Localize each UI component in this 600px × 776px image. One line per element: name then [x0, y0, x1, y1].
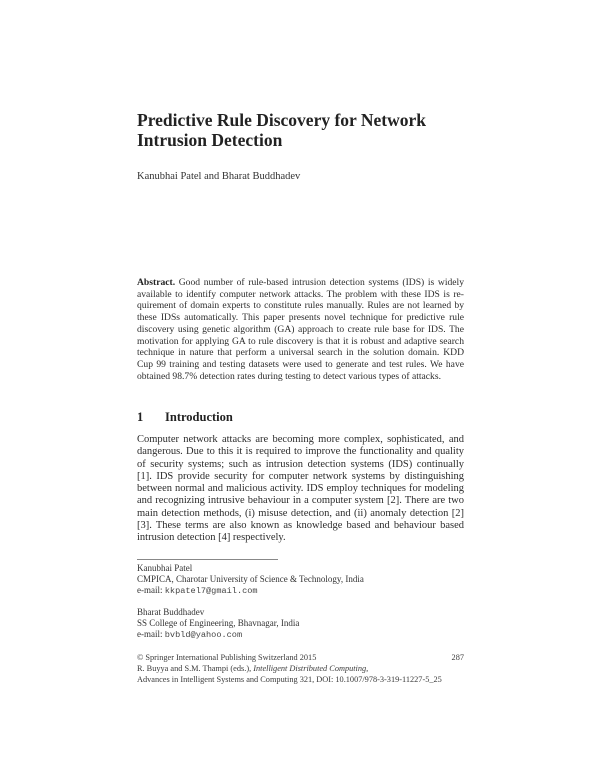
introduction-paragraph: Computer network attacks are becoming more complex, sophisticated, and dangerous. Due to this it is required to improve the functionality and quality of security systems; such as intrusion detection systems (IDS) continually [1]. IDS provide security for computer network systems by distinguishing between normal and malicious activity. IDS employ techniques for modeling and recognizing intrusive behaviour in a computer system [2]. There are two main detection methods, (i) misuse detection, and (ii) anomaly detection [2] [3]. These terms are also known as knowledge based and behaviour based intrusion detection [4] respectively.	[137, 434, 464, 544]
footer-citation-row	[137, 663, 464, 674]
paper-title	[137, 110, 467, 150]
publication-footer	[137, 652, 464, 685]
copyright-notice: © Springer International Publishing Switzerland 2015	[137, 653, 317, 662]
author-list: Kanubhai Patel and Bharat Buddhadev	[137, 171, 301, 182]
book-editors: R. Buyya and S.M. Thampi (eds.),	[137, 664, 252, 673]
abstract-text: Good number of rule-based intrusion detection systems (IDS) is widely available to identify computer network attacks. The problem with these IDS is requirement of domain experts to constitute rules manually. Rules are not learned by these IDSs automatically. This paper presents novel technique for predictive rule discovery using genetic algorithm (GA) approach to create rule base for IDS. The motivation for applying GA to rule discovery is that it is robust and adaptive search technique in nature that perform a universal search in the solution domain. KDD Cup 99 training and testing datasets were used to generate and test rules. We have obtained 98.7% detection rates during testing to detect various types of attacks.	[137, 277, 465, 382]
title-line-2: Intrusion Detection	[137, 130, 283, 150]
page-number: 287	[451, 653, 464, 662]
footnote-email-row	[137, 585, 477, 597]
footnote-divider	[137, 559, 278, 560]
footnote-email-row	[137, 629, 477, 641]
abstract-label: Abstract.	[137, 277, 176, 288]
author-footnote-1	[137, 563, 477, 597]
series-and-doi: Advances in Intelligent Systems and Computing 321, DOI: 10.1007/978-3-319-11227-5_25	[137, 675, 442, 684]
section-number: 1	[137, 410, 144, 424]
footer-copyright-row	[137, 652, 464, 663]
email-link[interactable]: kkpatel7@gmail.com	[164, 586, 258, 596]
section-title: Introduction	[165, 410, 233, 424]
author-footnote-2	[137, 607, 477, 641]
footnote-author-name: Bharat Buddhadev	[137, 607, 205, 617]
section-heading-introduction	[137, 410, 464, 425]
footnote-author-name: Kanubhai Patel	[137, 563, 193, 573]
title-line-1: Predictive Rule Discovery for Network	[137, 110, 426, 130]
email-link[interactable]: bvbld@yahoo.com	[164, 630, 243, 640]
footnote-affiliation: CMPICA, Charotar University of Science & Technology, India	[137, 574, 364, 584]
book-title: Intelligent Distributed Computing,	[253, 664, 369, 673]
email-label: e-mail:	[137, 585, 163, 595]
abstract	[137, 277, 464, 382]
footnote-affiliation: SS College of Engineering, Bhavnagar, India	[137, 618, 300, 628]
email-label: e-mail:	[137, 629, 163, 639]
